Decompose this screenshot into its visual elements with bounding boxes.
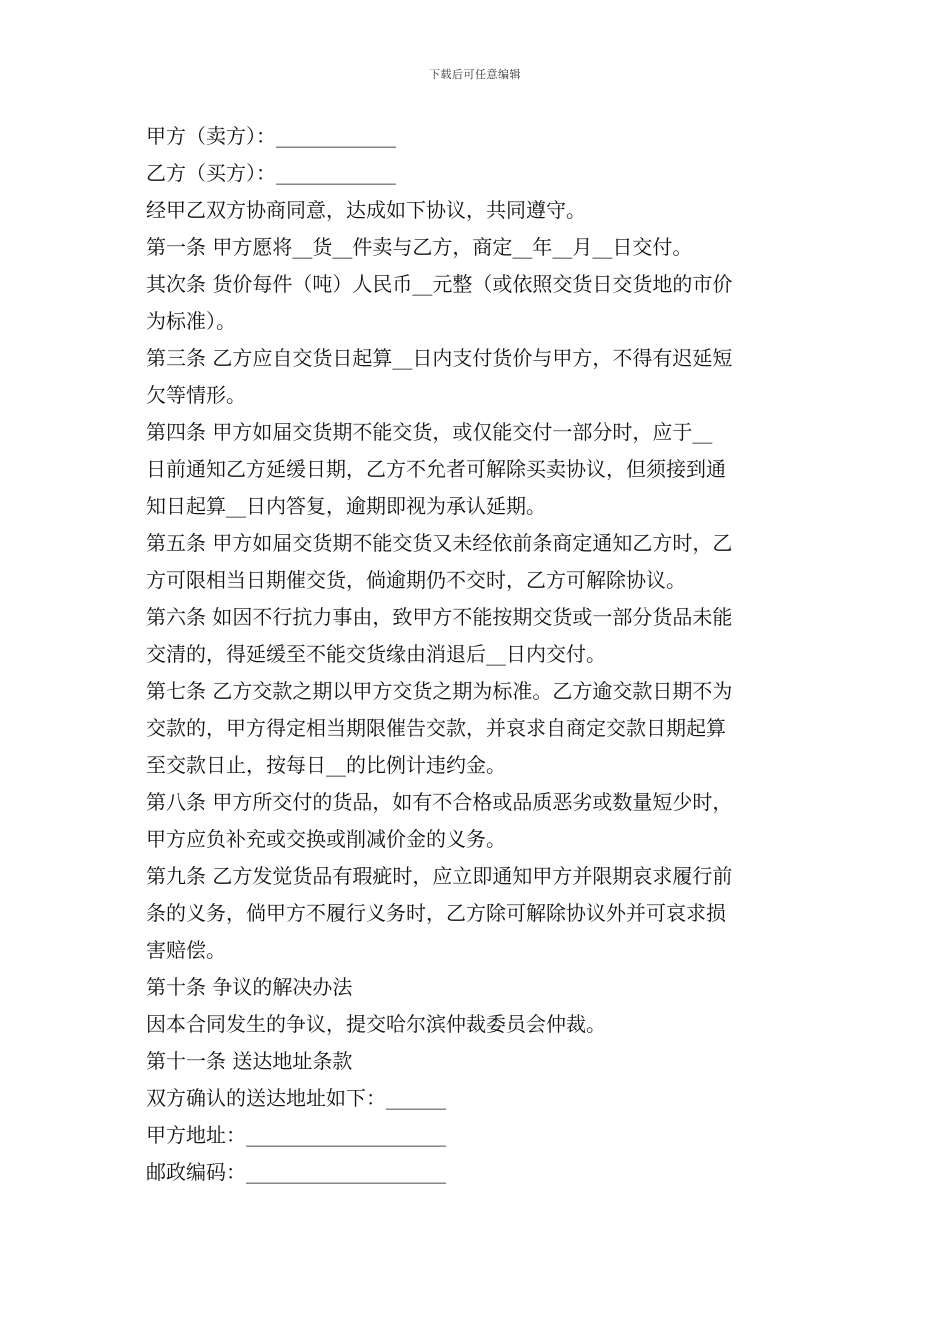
article-4-line-3: 知日起算__日内答复，逾期即视为承认延期。 xyxy=(146,494,546,518)
article-1: 第一条 甲方愿将__货__件卖与乙方，商定__年__月__日交付。 xyxy=(146,235,693,259)
article-7-line-1: 第七条 乙方交款之期以甲方交货之期为标准。乙方逾交款日期不为 xyxy=(146,679,733,703)
article-9-line-2: 条的义务，倘甲方不履行义务时，乙方除可解除协议外并可哀求损 xyxy=(146,901,726,925)
article-5-line-1: 第五条 甲方如届交货期不能交货又未经依前条商定通知乙方时，乙 xyxy=(146,531,733,555)
article-3-line-2: 欠等情形。 xyxy=(146,383,246,407)
address-intro: 双方确认的送达地址如下：______ xyxy=(146,1086,446,1110)
postal-code: 邮政编码：____________________ xyxy=(146,1160,446,1184)
article-9-line-3: 害赔偿。 xyxy=(146,938,226,962)
party-a-address: 甲方地址：____________________ xyxy=(146,1123,446,1147)
article-8-line-1: 第八条 甲方所交付的货品，如有不合格或品质恶劣或数量短少时， xyxy=(146,790,733,814)
contract-body xyxy=(146,118,811,1191)
article-4-line-1: 第四条 甲方如届交货期不能交货，或仅能交付一部分时，应于__ xyxy=(146,420,713,444)
article-4-line-2: 日前通知乙方延缓日期，乙方不允者可解除买卖协议，但须接到通 xyxy=(146,457,726,481)
article-6-line-2: 交清的，得延缓至不能交货缘由消退后__日内交付。 xyxy=(146,642,606,666)
article-6-line-1: 第六条 如因不行抗力事由，致甲方不能按期交货或一部分货品未能 xyxy=(146,605,733,629)
article-2-line-1: 其次条 货价每件（吨）人民币__元整（或依照交货日交货地的市价 xyxy=(146,272,733,296)
article-7-line-2: 交款的，甲方得定相当期限催告交款，并哀求自商定交款日期起算 xyxy=(146,716,726,740)
article-7-line-3: 至交款日止，按每日__的比例计违约金。 xyxy=(146,753,506,777)
page-header-note: 下载后可任意编辑 xyxy=(429,68,521,81)
article-9-line-1: 第九条 乙方发觉货品有瑕疵时，应立即通知甲方并限期哀求履行前 xyxy=(146,864,733,888)
buyer-line: 乙方（买方）：____________ xyxy=(146,161,396,185)
article-10-body: 因本合同发生的争议，提交哈尔滨仲裁委员会仲裁。 xyxy=(146,1012,606,1036)
article-10-title: 第十条 争议的解决办法 xyxy=(146,975,353,999)
agreement-intro: 经甲乙双方协商同意，达成如下协议，共同遵守。 xyxy=(146,198,586,222)
article-8-line-2: 甲方应负补充或交换或削减价金的义务。 xyxy=(146,827,506,851)
article-11-title: 第十一条 送达地址条款 xyxy=(146,1049,353,1073)
seller-line: 甲方（卖方）：____________ xyxy=(146,124,396,148)
article-3-line-1: 第三条 乙方应自交货日起算__日内支付货价与甲方，不得有迟延短 xyxy=(146,346,733,370)
article-2-line-2: 为标准）。 xyxy=(146,309,236,333)
article-5-line-2: 方可限相当日期催交货，倘逾期仍不交时，乙方可解除协议。 xyxy=(146,568,686,592)
